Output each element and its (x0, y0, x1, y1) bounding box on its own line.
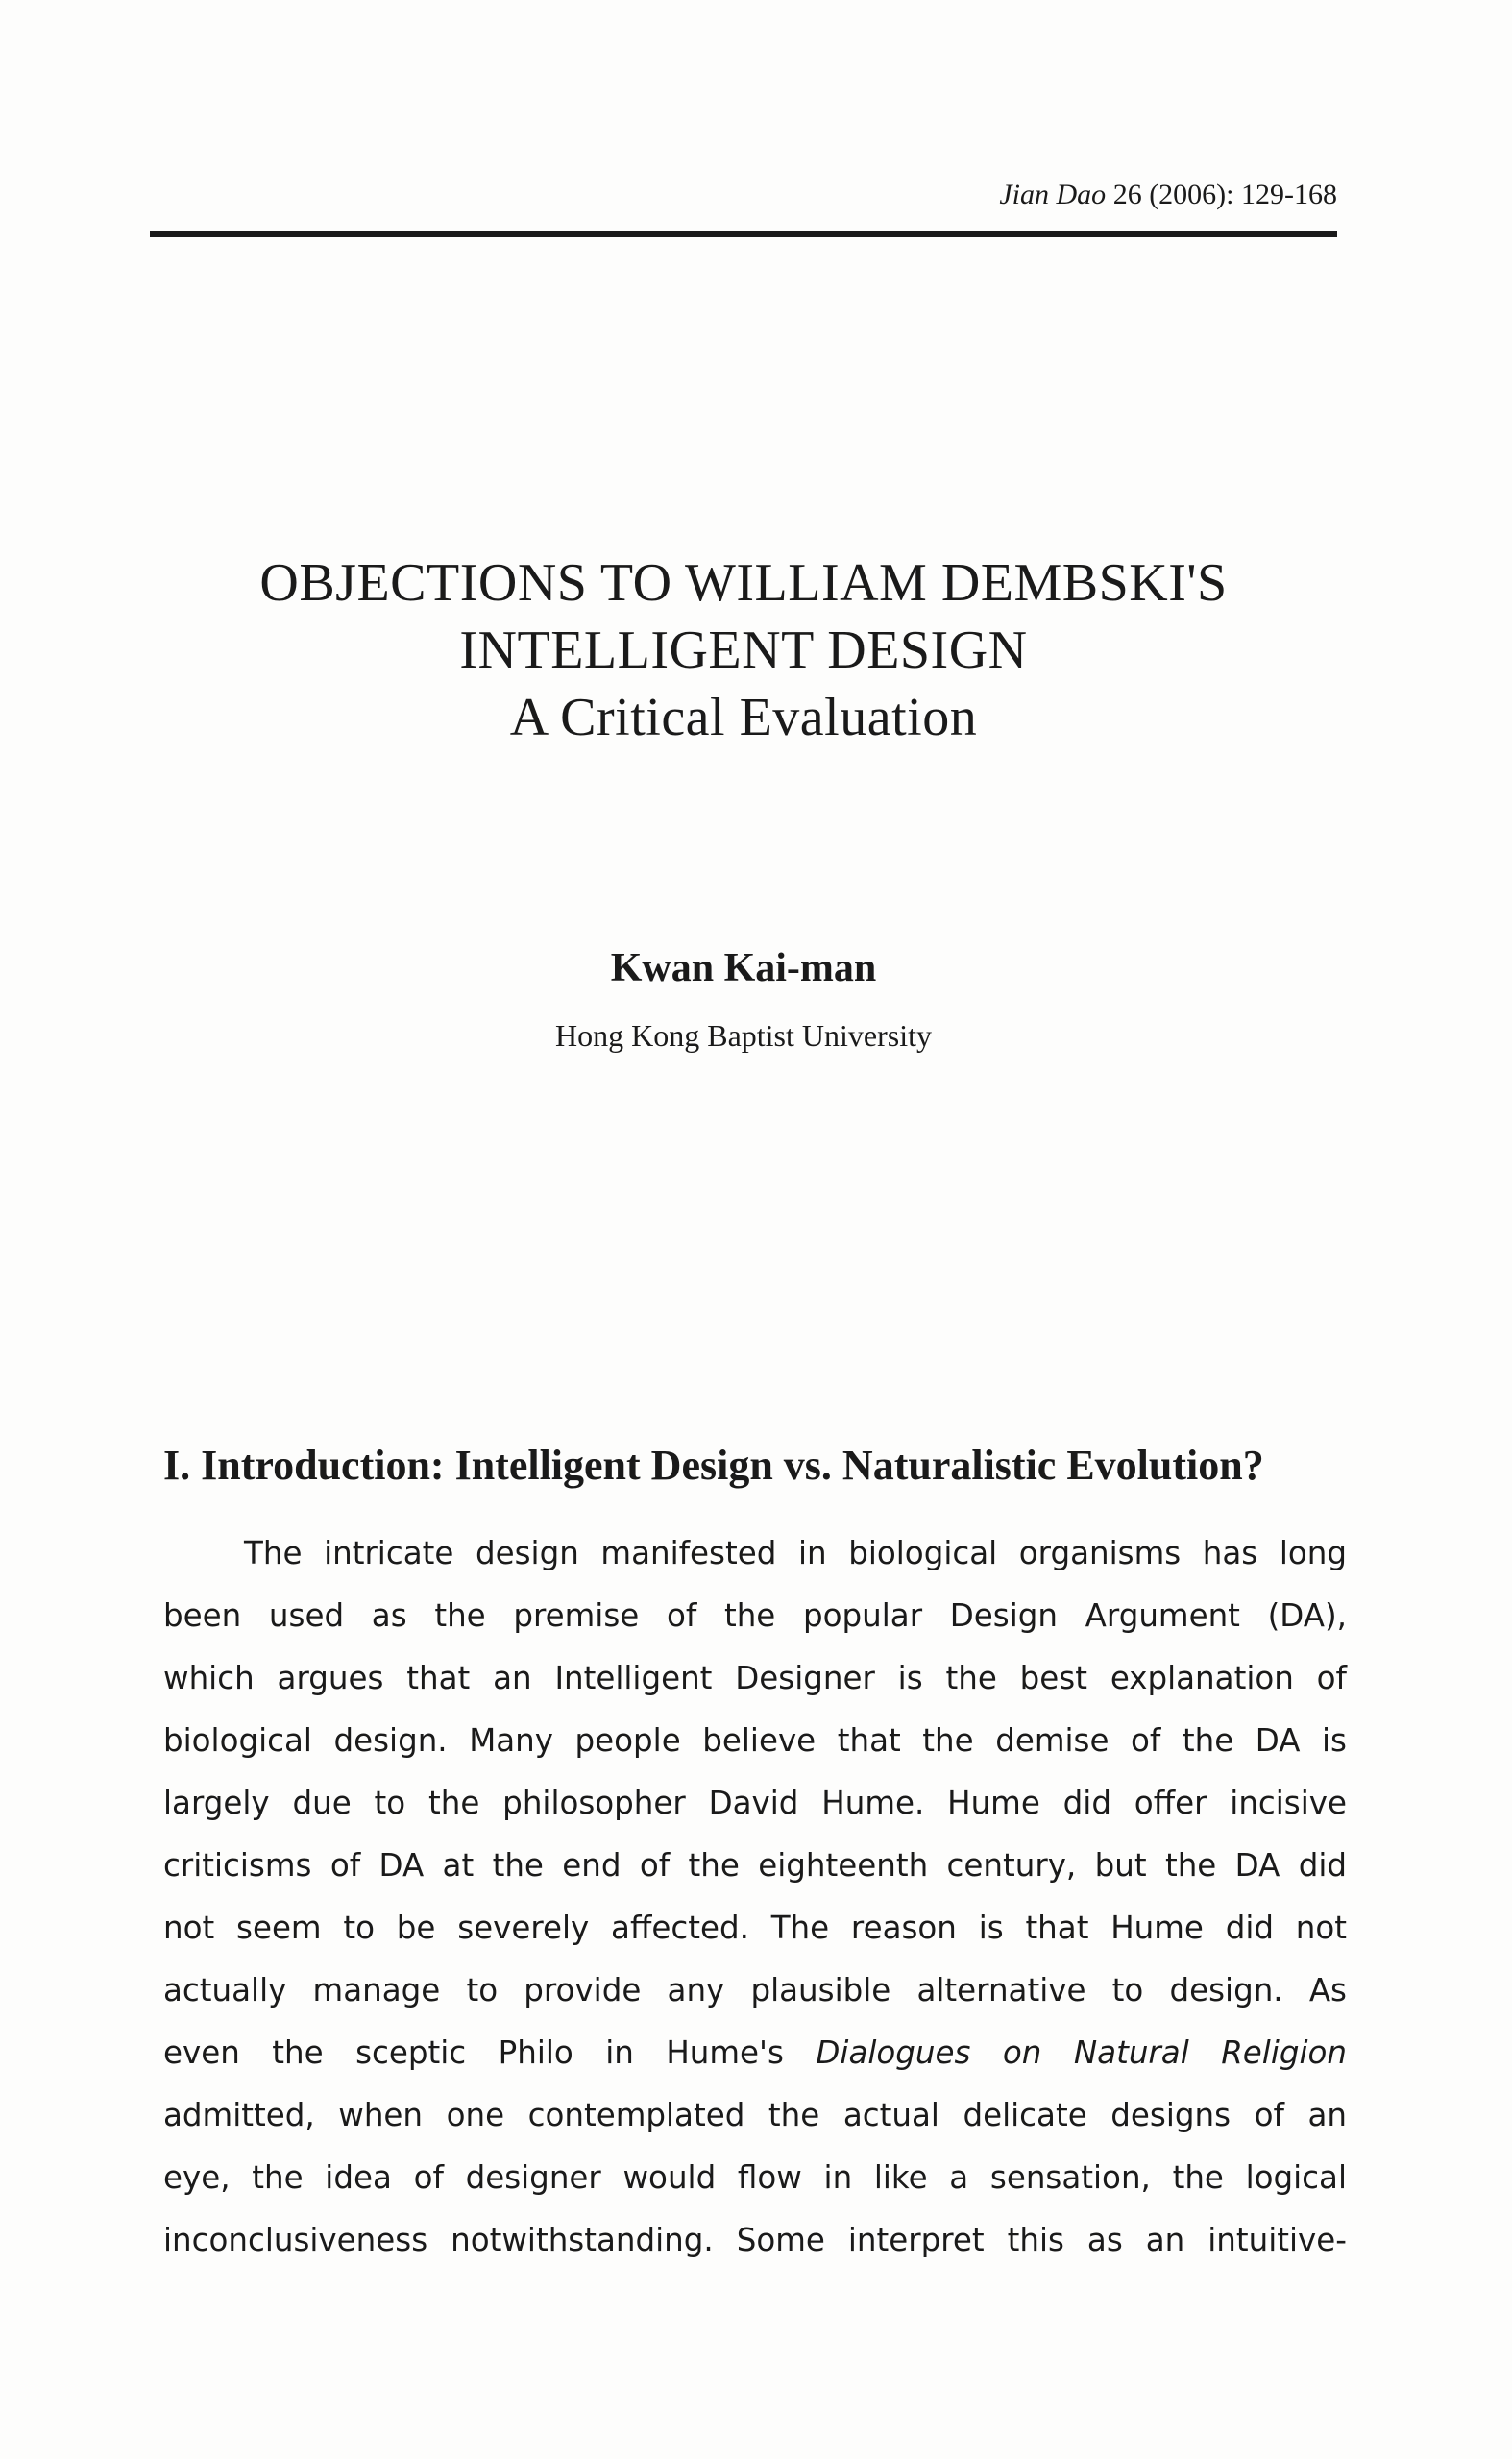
body-line: largely due to the philosopher David Hume. Hume did offer incisive (163, 1785, 1347, 1821)
header-rule (150, 231, 1337, 237)
body-line: admitted, when one contemplated the actual delicate designs of an (163, 2097, 1347, 2133)
article-title (150, 549, 1337, 751)
body-line: eye, the idea of designer would flow in like a sensation, the logical (163, 2159, 1347, 2196)
title-line-2: INTELLIGENT DESIGN (459, 621, 1028, 680)
body-line: been used as the premise of the popular Design Argument (DA), (163, 1597, 1347, 1634)
running-head (999, 179, 1337, 211)
body-line: criticisms of DA at the end of the eighteenth century, but the DA did (163, 1847, 1347, 1884)
journal-citation: 26 (2006): 129-168 (1112, 179, 1337, 210)
body-line-text: even the sceptic Philo in Hume's (163, 2034, 817, 2071)
author-name: Kwan Kai-man (610, 946, 877, 990)
author-affiliation: Hong Kong Baptist University (555, 1018, 932, 1053)
body-line: inconclusiveness notwithstanding. Some interpret this as an intuitive- (163, 2222, 1347, 2258)
body-line-with-title (163, 2022, 1347, 2084)
section-heading: I. Introduction: Intelligent Design vs. Naturalistic Evolution? (163, 1442, 1264, 1489)
body-line: The intricate design manifested in biological organisms has long (244, 1535, 1347, 1571)
subtitle: A Critical Evaluation (509, 688, 978, 747)
title-line-1: OBJECTIONS TO WILLIAM DEMBSKI'S (259, 553, 1228, 613)
body-line: biological design. Many people believe that the demise of the DA is (163, 1722, 1347, 1759)
body-paragraph (163, 1522, 1347, 2272)
body-line: not seem to be severely affected. The reason is that Hume did not (163, 1910, 1347, 1946)
body-line: actually manage to provide any plausible alternative to design. As (163, 1972, 1347, 2009)
book-title: Dialogues on Natural Religion (816, 2034, 1347, 2071)
journal-name: Jian Dao (999, 179, 1107, 210)
body-line: which argues that an Intelligent Designer is the best explanation of (163, 1660, 1347, 1696)
